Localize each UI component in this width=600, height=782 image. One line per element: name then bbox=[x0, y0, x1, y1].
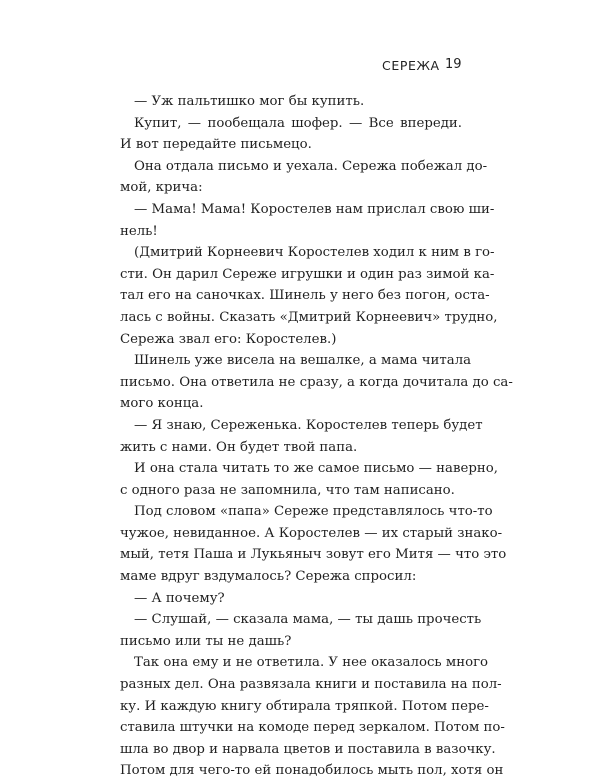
text-line: чужое, невиданное. А Коростелев — их старый знако- bbox=[120, 525, 503, 541]
text-line: тал его на саночках. Шинель у него без погон, оста- bbox=[120, 288, 490, 304]
text-line: — Я знаю, Сереженька. Коростелев теперь будет bbox=[134, 417, 483, 433]
text-line: И она стала читать то же самое письмо — наверно, bbox=[134, 461, 498, 477]
text-line: И вот передайте письмецо. bbox=[120, 137, 312, 153]
text-line: маме вдруг вздумалось? Сережа спросил: bbox=[120, 569, 417, 585]
text-line: Так она ему и не ответила. У нее оказалось много bbox=[134, 655, 489, 671]
page-number: 19 bbox=[445, 57, 462, 72]
text-line: сти. Он дарил Сереже игрушки и один раз зимой ка- bbox=[120, 266, 495, 282]
text-line: письмо или ты не дашь? bbox=[120, 633, 292, 649]
text-line: Шинель уже висела на вешалке, а мама читала bbox=[134, 353, 472, 369]
text-line: — Мама! Мама! Коростелев нам прислал свою ши- bbox=[134, 201, 495, 217]
text-line: письмо. Она ответила не сразу, а когда дочитала до са- bbox=[120, 374, 513, 390]
text-line: Сережа звал его: Коростелев.) bbox=[120, 331, 337, 347]
text-line: ставила штучки на комоде перед зеркалом. Потом по- bbox=[120, 720, 505, 736]
text-line: жить с нами. Он будет твой папа. bbox=[120, 439, 358, 455]
text-line: лась с войны. Сказать «Дмитрий Корнеевич» трудно, bbox=[120, 309, 498, 325]
text-line: Она отдала письмо и уехала. Сережа побежал до- bbox=[134, 158, 488, 174]
text-line: шла во двор и нарвала цветов и поставила в вазочку. bbox=[120, 741, 496, 757]
text-line: разных дел. Она развязала книги и поставила на пол- bbox=[120, 677, 502, 693]
running-head: СЕРЕЖА bbox=[382, 58, 440, 73]
text-line: мой, крича: bbox=[120, 180, 203, 196]
text-line: Купит, — пообещала шофер. — Все впереди. bbox=[134, 115, 462, 131]
body-text bbox=[120, 91, 513, 782]
text-line: (Дмитрий Корнеевич Коростелев ходил к ним в го- bbox=[134, 245, 495, 261]
text-line: мый, тетя Паша и Лукьяныч зовут его Митя — что это bbox=[120, 547, 507, 563]
text-line: нель! bbox=[120, 223, 158, 239]
text-line: с одного раза не запомнила, что там написано. bbox=[120, 482, 455, 498]
text-line: — Уж пальтишко мог бы купить. bbox=[134, 94, 365, 109]
text-line: — Слушай, — сказала мама, — ты дашь прочесть bbox=[134, 612, 482, 628]
text-line: Потом для чего-то ей понадобилось мыть пол, хотя он bbox=[120, 763, 504, 779]
text-line: мого конца. bbox=[120, 396, 204, 412]
text-line: — А почему? bbox=[134, 590, 225, 606]
text-line: Под словом «папа» Сереже представлялось что-то bbox=[134, 504, 493, 520]
text-line: ку. И каждую книгу обтирала тряпкой. Потом пере- bbox=[120, 698, 489, 714]
